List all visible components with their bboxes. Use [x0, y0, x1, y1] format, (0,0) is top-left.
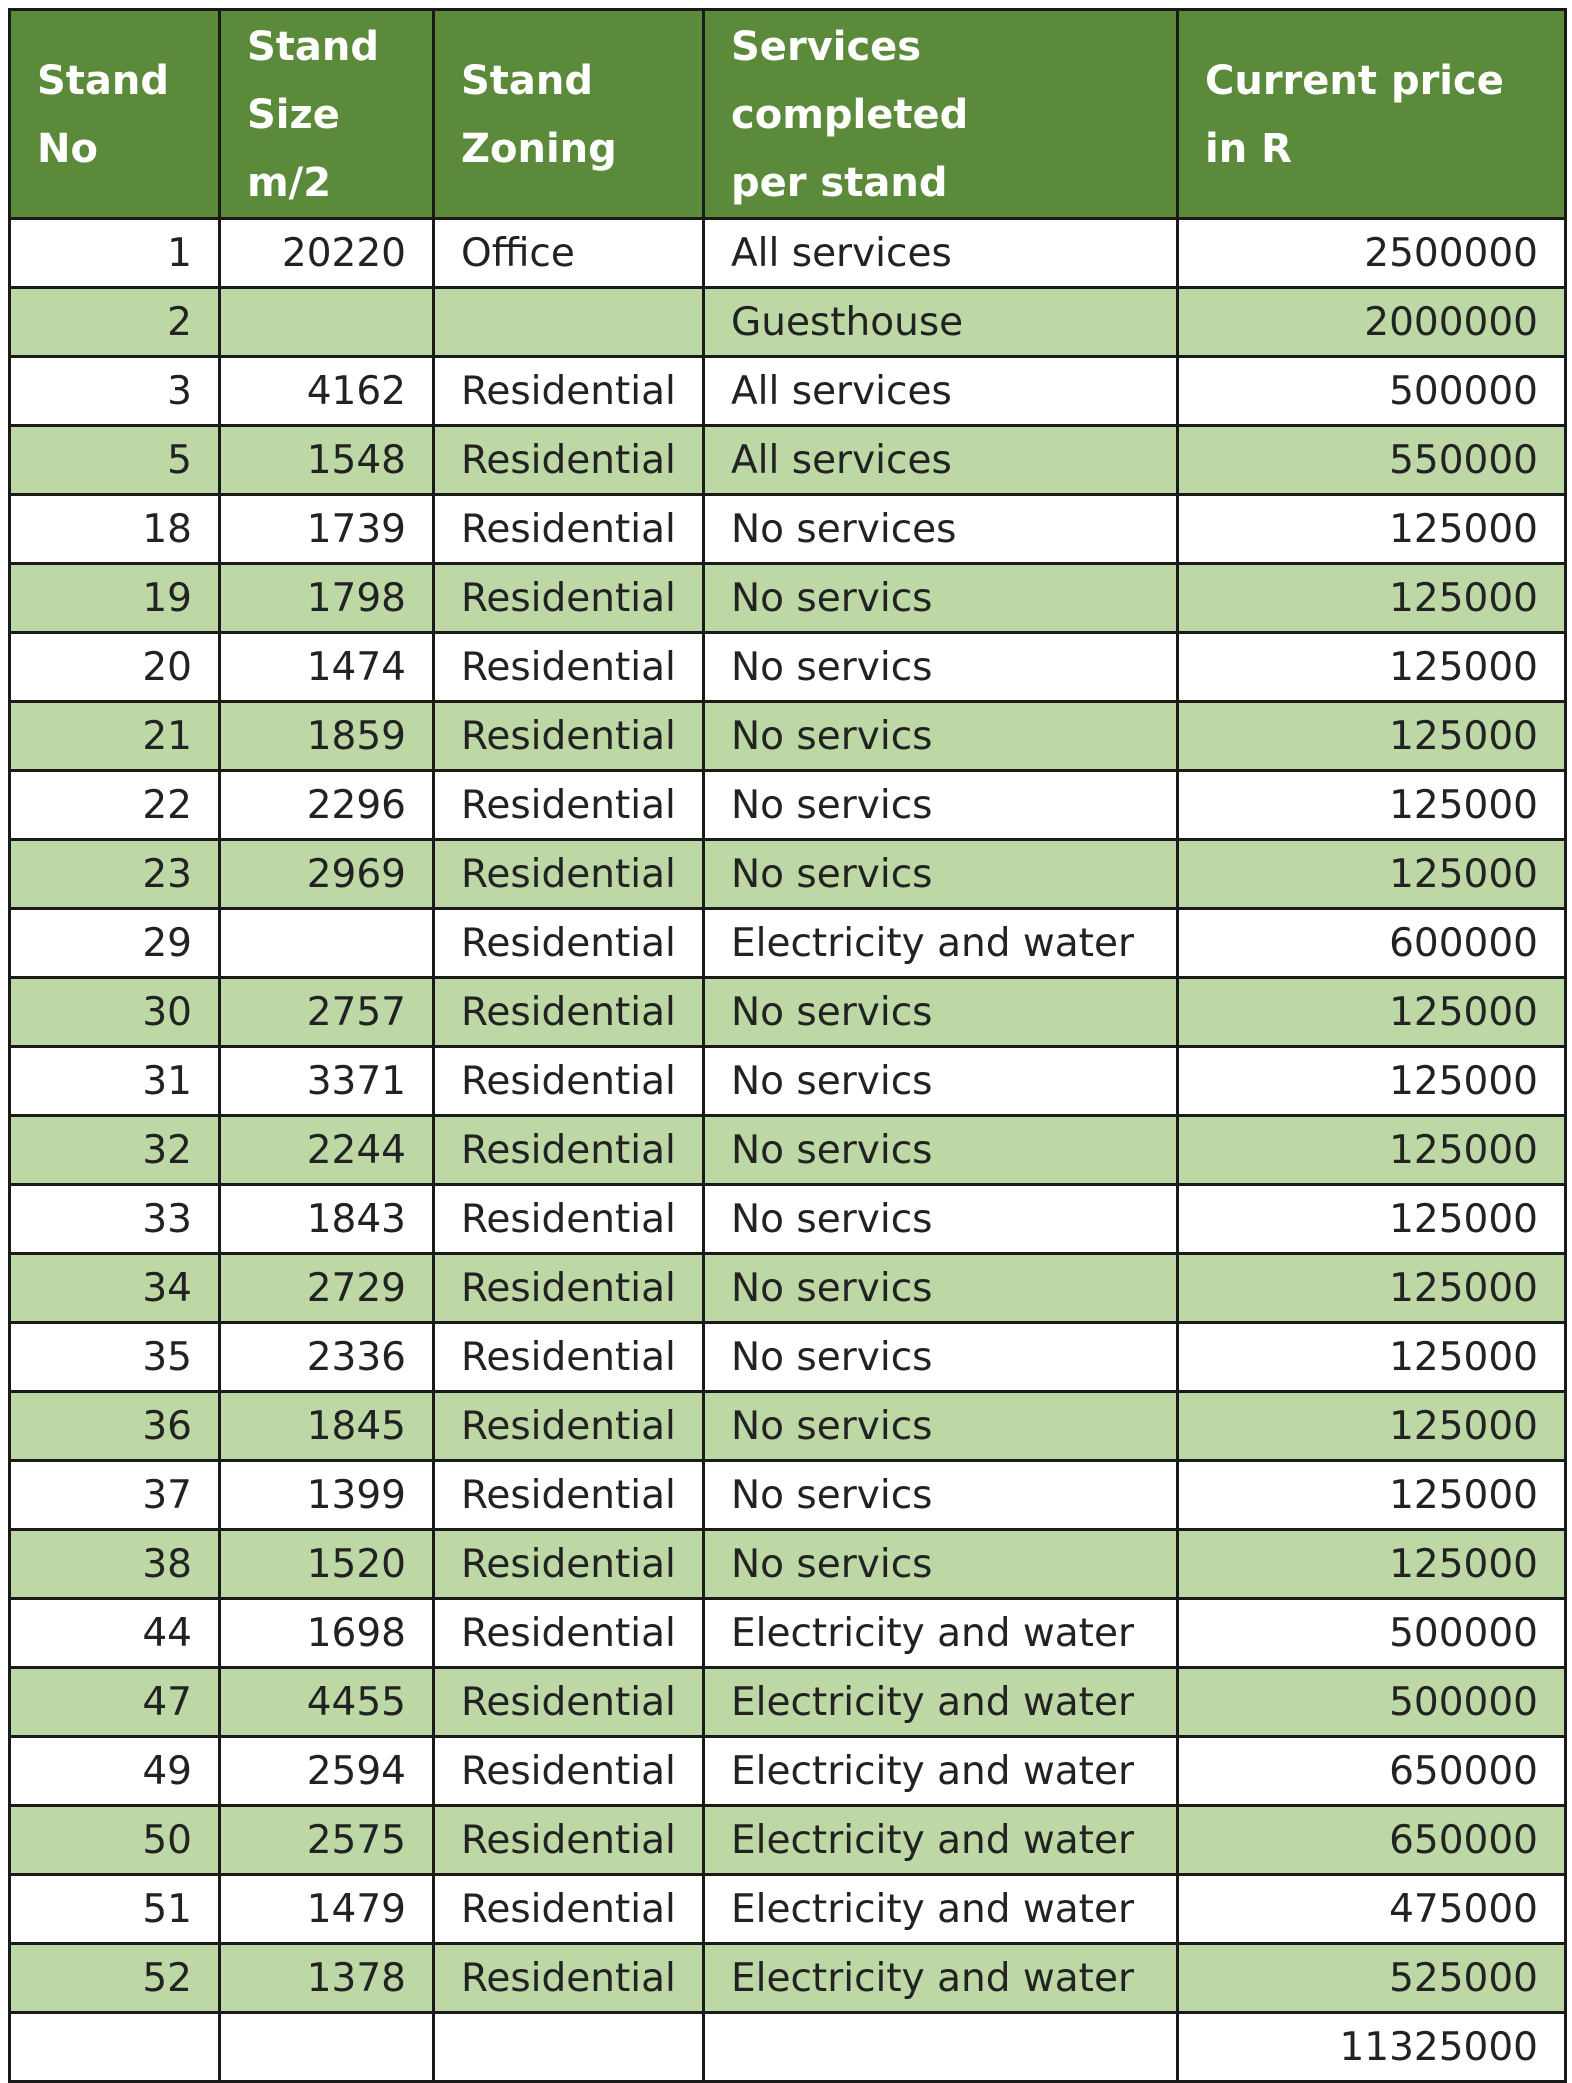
cell-services: Electricity and water	[704, 1875, 1178, 1944]
cell-price: 125000	[1178, 978, 1566, 1047]
cell-services: Electricity and water	[704, 1806, 1178, 1875]
cell-stand-size: 1739	[220, 495, 434, 564]
cell-services: No servics	[704, 1392, 1178, 1461]
cell-price: 475000	[1178, 1875, 1566, 1944]
cell-stand-no: 47	[10, 1668, 220, 1737]
table-row	[10, 1806, 1566, 1875]
stand-price-table	[8, 8, 1567, 2083]
cell-zoning: Residential	[434, 1323, 704, 1392]
table-row	[10, 633, 1566, 702]
table-row	[10, 1599, 1566, 1668]
cell-price: 125000	[1178, 1461, 1566, 1530]
cell-price: 2000000	[1178, 288, 1566, 357]
cell-stand-size: 1474	[220, 633, 434, 702]
cell-price: 500000	[1178, 357, 1566, 426]
cell-services: No servics	[704, 564, 1178, 633]
header-stand-zoning: Stand Zoning	[434, 10, 704, 219]
cell-services: All services	[704, 426, 1178, 495]
cell-stand-no: 33	[10, 1185, 220, 1254]
cell-services: Electricity and water	[704, 909, 1178, 978]
cell-zoning: Residential	[434, 1116, 704, 1185]
cell-stand-no: 19	[10, 564, 220, 633]
cell-stand-no: 2	[10, 288, 220, 357]
cell-stand-no: 5	[10, 426, 220, 495]
cell-services: Electricity and water	[704, 1944, 1178, 2013]
cell-zoning: Residential	[434, 1944, 704, 2013]
cell-stand-size: 2336	[220, 1323, 434, 1392]
cell-stand-no: 38	[10, 1530, 220, 1599]
cell-stand-no: 37	[10, 1461, 220, 1530]
cell-stand-no: 36	[10, 1392, 220, 1461]
cell-stand-no: 30	[10, 978, 220, 1047]
cell-services: No servics	[704, 1185, 1178, 1254]
cell-stand-size: 4455	[220, 1668, 434, 1737]
cell-price: 125000	[1178, 1530, 1566, 1599]
cell-price: 500000	[1178, 1599, 1566, 1668]
cell-price: 125000	[1178, 771, 1566, 840]
cell-price: 11325000	[1178, 2013, 1566, 2082]
table-row	[10, 1185, 1566, 1254]
cell-stand-no: 3	[10, 357, 220, 426]
cell-stand-size: 2296	[220, 771, 434, 840]
cell-stand-size: 1843	[220, 1185, 434, 1254]
cell-stand-no: 22	[10, 771, 220, 840]
cell-price: 525000	[1178, 1944, 1566, 2013]
cell-price: 125000	[1178, 1392, 1566, 1461]
table-row	[10, 909, 1566, 978]
table-row	[10, 357, 1566, 426]
table-row	[10, 1668, 1566, 1737]
table-row	[10, 495, 1566, 564]
cell-services: No servics	[704, 1047, 1178, 1116]
table-header	[10, 10, 1566, 219]
cell-zoning: Residential	[434, 1530, 704, 1599]
cell-stand-no: 44	[10, 1599, 220, 1668]
cell-stand-no: 20	[10, 633, 220, 702]
cell-stand-size	[220, 909, 434, 978]
cell-stand-size: 2969	[220, 840, 434, 909]
cell-stand-size: 1845	[220, 1392, 434, 1461]
cell-price: 125000	[1178, 1323, 1566, 1392]
cell-services: All services	[704, 219, 1178, 288]
cell-stand-no: 34	[10, 1254, 220, 1323]
cell-services: All services	[704, 357, 1178, 426]
cell-price: 550000	[1178, 426, 1566, 495]
cell-zoning: Residential	[434, 702, 704, 771]
cell-zoning: Residential	[434, 1047, 704, 1116]
cell-price: 600000	[1178, 909, 1566, 978]
cell-services: Electricity and water	[704, 1668, 1178, 1737]
cell-stand-size: 2244	[220, 1116, 434, 1185]
cell-stand-no: 18	[10, 495, 220, 564]
cell-price: 125000	[1178, 633, 1566, 702]
cell-zoning: Residential	[434, 840, 704, 909]
cell-stand-no: 49	[10, 1737, 220, 1806]
cell-services: No servics	[704, 771, 1178, 840]
cell-stand-no	[10, 2013, 220, 2082]
cell-zoning: Residential	[434, 1392, 704, 1461]
table-row	[10, 1047, 1566, 1116]
cell-stand-no: 32	[10, 1116, 220, 1185]
cell-zoning: Residential	[434, 978, 704, 1047]
cell-zoning: Residential	[434, 564, 704, 633]
cell-services: Guesthouse	[704, 288, 1178, 357]
cell-stand-size: 1859	[220, 702, 434, 771]
cell-zoning: Residential	[434, 1254, 704, 1323]
cell-stand-no: 35	[10, 1323, 220, 1392]
cell-stand-size: 4162	[220, 357, 434, 426]
cell-zoning: Office	[434, 219, 704, 288]
cell-stand-size: 2575	[220, 1806, 434, 1875]
cell-price: 125000	[1178, 1254, 1566, 1323]
table-row	[10, 219, 1566, 288]
table-row	[10, 1944, 1566, 2013]
cell-services	[704, 2013, 1178, 2082]
cell-stand-no: 51	[10, 1875, 220, 1944]
cell-stand-no: 29	[10, 909, 220, 978]
total-row	[10, 2013, 1566, 2082]
cell-services: No servics	[704, 1323, 1178, 1392]
cell-price: 650000	[1178, 1737, 1566, 1806]
cell-zoning: Residential	[434, 1806, 704, 1875]
cell-zoning: Residential	[434, 633, 704, 702]
cell-services: No servics	[704, 1530, 1178, 1599]
cell-zoning: Residential	[434, 426, 704, 495]
table-row	[10, 1737, 1566, 1806]
cell-price: 125000	[1178, 1116, 1566, 1185]
cell-zoning: Residential	[434, 1185, 704, 1254]
table-row	[10, 1392, 1566, 1461]
header-row	[10, 10, 1566, 219]
cell-services: No servics	[704, 1461, 1178, 1530]
cell-zoning: Residential	[434, 1668, 704, 1737]
cell-stand-size: 1548	[220, 426, 434, 495]
cell-stand-size: 2729	[220, 1254, 434, 1323]
header-stand-size: Stand Size m/2	[220, 10, 434, 219]
table-row	[10, 1116, 1566, 1185]
cell-stand-size: 3371	[220, 1047, 434, 1116]
cell-price: 125000	[1178, 1047, 1566, 1116]
header-services: Services completed per stand	[704, 10, 1178, 219]
cell-zoning	[434, 2013, 704, 2082]
cell-stand-no: 23	[10, 840, 220, 909]
cell-stand-size: 1479	[220, 1875, 434, 1944]
cell-stand-no: 21	[10, 702, 220, 771]
cell-price: 125000	[1178, 702, 1566, 771]
cell-stand-size	[220, 2013, 434, 2082]
table-row	[10, 771, 1566, 840]
cell-stand-size: 1520	[220, 1530, 434, 1599]
cell-stand-size: 1378	[220, 1944, 434, 2013]
table-row	[10, 1530, 1566, 1599]
cell-price: 125000	[1178, 1185, 1566, 1254]
cell-stand-no: 1	[10, 219, 220, 288]
cell-services: No servics	[704, 840, 1178, 909]
cell-zoning: Residential	[434, 1461, 704, 1530]
table-row	[10, 288, 1566, 357]
cell-zoning: Residential	[434, 495, 704, 564]
cell-price: 125000	[1178, 495, 1566, 564]
cell-stand-size: 1798	[220, 564, 434, 633]
table-row	[10, 1461, 1566, 1530]
table-row	[10, 1323, 1566, 1392]
table-row	[10, 1254, 1566, 1323]
cell-services: No servics	[704, 1116, 1178, 1185]
cell-zoning: Residential	[434, 1875, 704, 1944]
table-row	[10, 564, 1566, 633]
cell-stand-size: 1399	[220, 1461, 434, 1530]
cell-zoning: Residential	[434, 771, 704, 840]
table-row	[10, 978, 1566, 1047]
cell-services: No servics	[704, 633, 1178, 702]
table-row	[10, 702, 1566, 771]
cell-zoning: Residential	[434, 909, 704, 978]
cell-services: No servics	[704, 978, 1178, 1047]
cell-services: Electricity and water	[704, 1737, 1178, 1806]
cell-price: 2500000	[1178, 219, 1566, 288]
cell-stand-no: 31	[10, 1047, 220, 1116]
cell-stand-size: 20220	[220, 219, 434, 288]
header-stand-no: Stand No	[10, 10, 220, 219]
cell-price: 125000	[1178, 840, 1566, 909]
header-current-price: Current price in R	[1178, 10, 1566, 219]
table-row	[10, 840, 1566, 909]
cell-zoning: Residential	[434, 357, 704, 426]
cell-zoning	[434, 288, 704, 357]
cell-stand-size: 2594	[220, 1737, 434, 1806]
table-body	[10, 219, 1566, 2082]
cell-services: Electricity and water	[704, 1599, 1178, 1668]
cell-price: 650000	[1178, 1806, 1566, 1875]
cell-stand-no: 50	[10, 1806, 220, 1875]
table-row	[10, 426, 1566, 495]
cell-price: 125000	[1178, 564, 1566, 633]
cell-price: 500000	[1178, 1668, 1566, 1737]
cell-stand-size: 2757	[220, 978, 434, 1047]
cell-stand-size	[220, 288, 434, 357]
cell-stand-size: 1698	[220, 1599, 434, 1668]
cell-services: No servics	[704, 702, 1178, 771]
cell-zoning: Residential	[434, 1737, 704, 1806]
cell-services: No servics	[704, 1254, 1178, 1323]
cell-zoning: Residential	[434, 1599, 704, 1668]
cell-stand-no: 52	[10, 1944, 220, 2013]
table-row	[10, 1875, 1566, 1944]
cell-services: No services	[704, 495, 1178, 564]
